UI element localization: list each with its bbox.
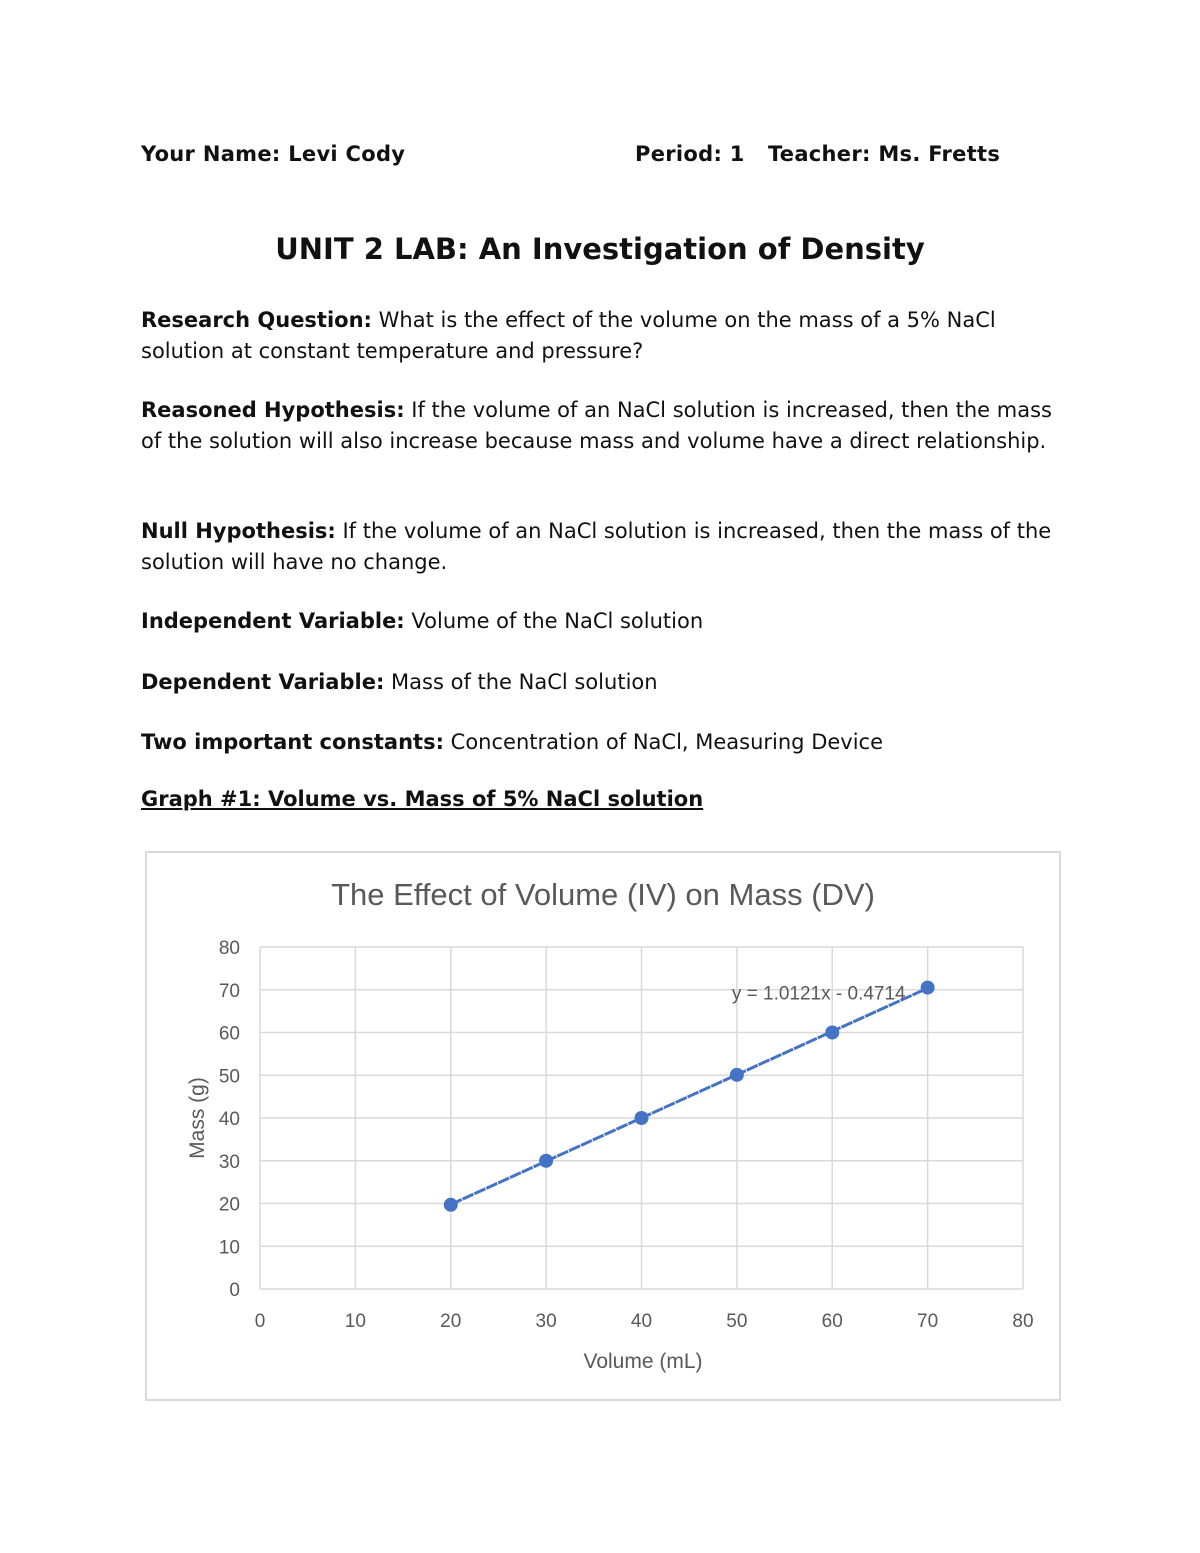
data-point	[635, 1111, 649, 1125]
constants-text: Concentration of NaCl, Measuring Device	[450, 730, 884, 754]
x-tick-label: 10	[344, 1311, 366, 1332]
data-point	[539, 1154, 553, 1168]
x-tick-label: 0	[254, 1311, 266, 1332]
scatter-chart	[147, 853, 1059, 1399]
null-hypothesis-text: If the volume of an NaCl solution is increased, then the mass of the solution will have no change.	[141, 519, 1052, 574]
teacher-label: Teacher:	[767, 142, 871, 166]
x-tick-label: 50	[726, 1311, 748, 1332]
x-tick-label: 30	[535, 1311, 557, 1332]
name-label: Your Name:	[141, 142, 281, 166]
chart-title: The Effect of Volume (IV) on Mass (DV)	[331, 877, 875, 912]
data-point	[825, 1026, 839, 1040]
trendline	[451, 988, 928, 1204]
page-title: UNIT 2 LAB: An Investigation of Density	[275, 232, 925, 266]
x-tick-label: 80	[1012, 1311, 1034, 1332]
y-tick-label: 80	[218, 938, 240, 959]
period-teacher	[635, 142, 1000, 166]
student-name	[141, 142, 405, 166]
independent-variable-label: Independent Variable:	[141, 609, 405, 633]
research-question-text: What is the effect of the volume on the mass of a 5% NaCl solution at constant temperature and pressure?	[141, 308, 996, 363]
x-tick-label: 70	[917, 1311, 939, 1332]
reasoned-hypothesis-label: Reasoned Hypothesis:	[141, 398, 405, 422]
reasoned-hypothesis	[141, 395, 1071, 457]
dependent-variable-text: Mass of the NaCl solution	[391, 670, 658, 694]
reasoned-hypothesis-text: If the volume of an NaCl solution is increased, then the mass of the solution will also increase because mass and volume have a direct relationship.	[141, 398, 1052, 453]
graph-heading: Graph #1: Volume vs. Mass of 5% NaCl solution	[141, 787, 704, 811]
data-point	[730, 1068, 744, 1082]
constants-label: Two important constants:	[141, 730, 444, 754]
independent-variable	[141, 606, 1071, 637]
y-tick-label: 60	[218, 1023, 240, 1045]
y-tick-label: 50	[218, 1066, 240, 1088]
y-tick-label: 20	[218, 1194, 240, 1216]
name-value: Levi Cody	[288, 142, 406, 166]
period-label: Period:	[635, 142, 723, 166]
trendline-equation: y = 1.0121x - 0.4714	[731, 983, 906, 1005]
period-value: 1	[729, 142, 745, 166]
x-tick-label: 20	[440, 1311, 462, 1332]
data-point	[444, 1198, 458, 1212]
data-point	[921, 981, 935, 995]
y-tick-label: 70	[218, 980, 240, 1002]
trendline-layer	[451, 988, 928, 1204]
independent-variable-text: Volume of the NaCl solution	[411, 609, 704, 633]
x-tick-label: 40	[630, 1311, 653, 1332]
chart-container	[145, 851, 1061, 1401]
null-hypothesis	[141, 516, 1071, 578]
x-axis-label: Volume (mL)	[583, 1350, 703, 1373]
y-tick-label: 40	[218, 1109, 240, 1130]
dependent-variable-label: Dependent Variable:	[141, 670, 385, 694]
y-tick-label: 30	[218, 1151, 240, 1173]
y-axis-label: Mass (g)	[186, 1077, 209, 1159]
research-question	[141, 305, 1071, 367]
y-tick-label: 10	[218, 1237, 240, 1259]
research-question-label: Research Question:	[141, 308, 372, 332]
x-tick-label: 60	[821, 1311, 843, 1332]
teacher-value: Ms. Fretts	[878, 142, 1001, 166]
constants	[141, 727, 1071, 758]
dependent-variable	[141, 667, 1071, 698]
y-tick-label: 0	[229, 1280, 240, 1301]
null-hypothesis-label: Null Hypothesis:	[141, 519, 336, 543]
